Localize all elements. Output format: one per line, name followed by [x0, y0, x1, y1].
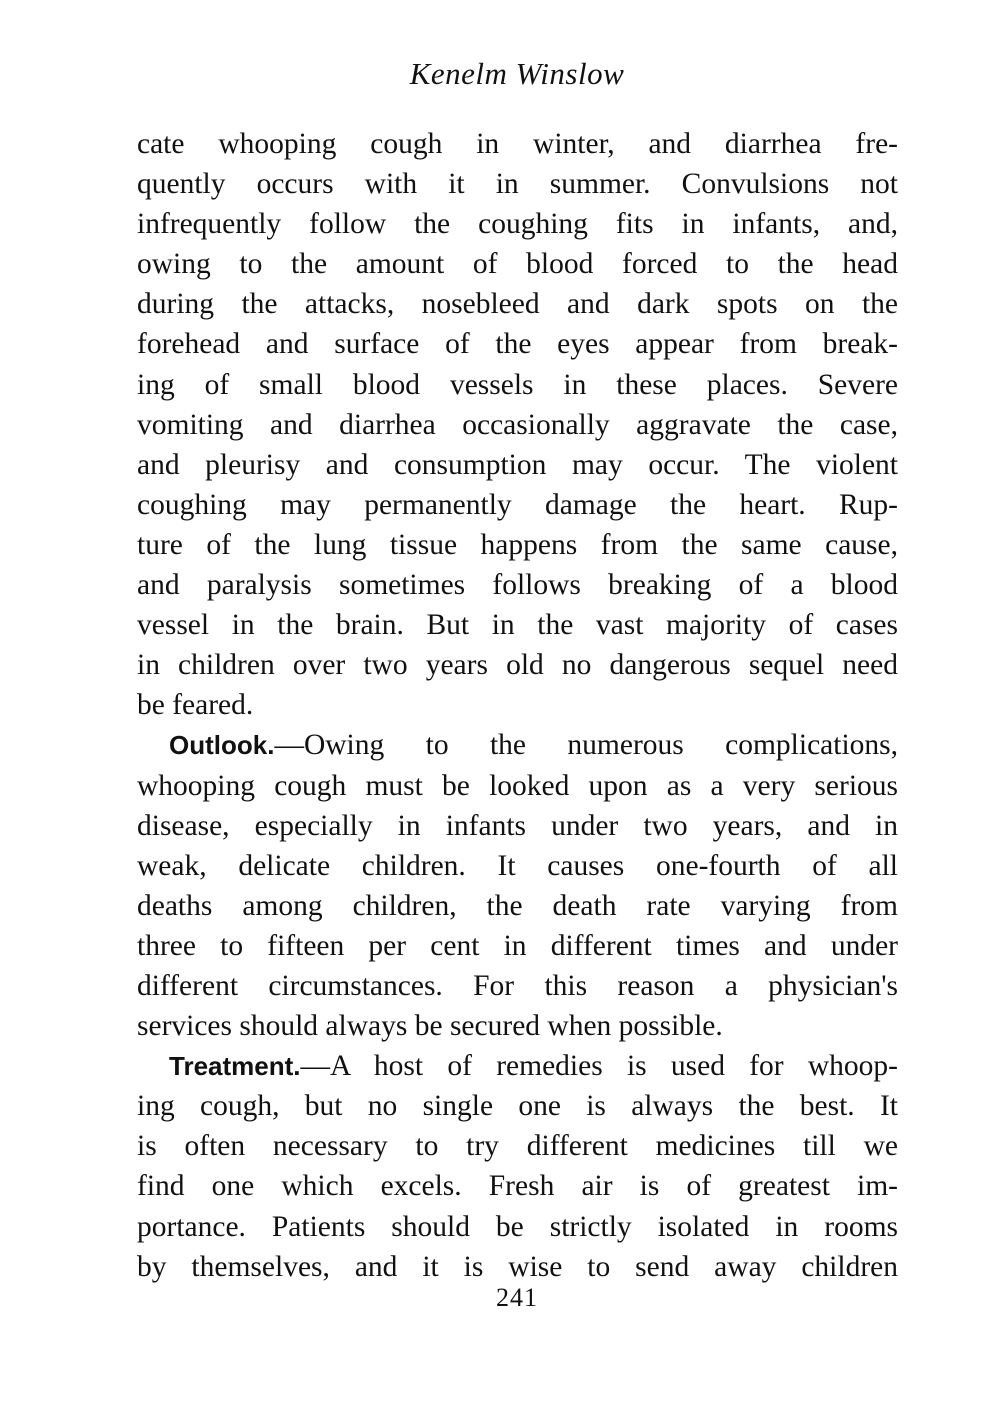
- line-text: is often necessary to try different medicines till we: [137, 1130, 898, 1163]
- page-number: 241: [496, 1283, 538, 1312]
- line-text: services should always be secured when possible.: [137, 1010, 723, 1043]
- body-text: [137, 124, 898, 1287]
- text-line: [137, 886, 898, 926]
- line-text: whooping cough must be looked upon as a very serious: [137, 769, 898, 802]
- text-line: [137, 966, 898, 1006]
- text-line: [137, 1086, 898, 1126]
- line-text: deaths among children, the death rate varying from: [137, 889, 898, 922]
- text-line: [137, 525, 898, 565]
- line-text: and paralysis sometimes follows breaking of a blood: [137, 569, 898, 602]
- line-text: quently occurs with it in summer. Convulsions not: [137, 168, 898, 201]
- text-line: [137, 1006, 898, 1046]
- text-line: [137, 124, 898, 164]
- line-text: ture of the lung tissue happens from the same cause,: [137, 528, 898, 561]
- line-text: by themselves, and it is wise to send away children: [137, 1250, 898, 1283]
- paragraph-heading: Treatment.: [169, 1051, 301, 1082]
- text-line: [137, 685, 898, 725]
- line-text: in children over two years old no dangerous sequel need: [137, 649, 898, 682]
- text-line: [137, 324, 898, 364]
- line-text: infrequently follow the coughing fits in infants, and,: [137, 208, 898, 241]
- line-text: weak, delicate children. It causes one-fourth of all: [137, 849, 898, 882]
- line-text: three to fifteen per cent in different times and under: [137, 929, 898, 962]
- line-text: disease, especially in infants under two years, and in: [137, 809, 898, 842]
- text-line: [137, 244, 898, 284]
- line-text: ing of small blood vessels in these places. Severe: [137, 368, 898, 401]
- text-line: [137, 485, 898, 525]
- line-text: forehead and surface of the eyes appear from break-: [137, 328, 898, 361]
- line-text: vomiting and diarrhea occasionally aggravate the case,: [137, 408, 898, 441]
- text-line: [137, 605, 898, 645]
- line-text: different circumstances. For this reason a physician's: [137, 969, 898, 1002]
- text-line: [137, 1046, 898, 1086]
- text-line: [137, 164, 898, 204]
- running-head: Kenelm Winslow: [409, 56, 625, 91]
- text-line: [137, 565, 898, 605]
- text-line: [137, 1207, 898, 1247]
- text-line: [137, 1166, 898, 1206]
- text-line: [137, 1126, 898, 1166]
- line-text: ing cough, but no single one is always the best. It: [137, 1090, 898, 1123]
- text-line: [137, 926, 898, 966]
- line-text: cate whooping cough in winter, and diarrhea fre-: [137, 128, 898, 160]
- line-text: find one which excels. Fresh air is of greatest im-: [137, 1170, 898, 1203]
- line-text: be feared.: [137, 689, 254, 722]
- line-text: coughing may permanently damage the heart. Rup-: [137, 488, 898, 521]
- line-text: during the attacks, nosebleed and dark spots on the: [137, 288, 898, 321]
- text-line: [137, 204, 898, 244]
- line-text: vessel in the brain. But in the vast majority of cases: [137, 609, 898, 642]
- text-line: [137, 645, 898, 685]
- paragraph-heading: Outlook.: [169, 730, 275, 761]
- line-text: owing to the amount of blood forced to the head: [137, 248, 898, 281]
- text-line: [137, 806, 898, 846]
- text-line: [137, 445, 898, 485]
- text-line: [137, 405, 898, 445]
- text-line: [137, 846, 898, 886]
- line-text: —Owing to the numerous complications,: [274, 729, 898, 762]
- line-text: portance. Patients should be strictly isolated in rooms: [137, 1210, 898, 1243]
- text-line: [137, 284, 898, 324]
- text-line: [137, 1247, 898, 1287]
- line-text: —A host of remedies is used for whoop-: [300, 1050, 898, 1083]
- line-text: and pleurisy and consumption may occur. The violent: [137, 448, 898, 481]
- text-line: [137, 766, 898, 806]
- text-line: [137, 725, 898, 765]
- text-line: [137, 365, 898, 405]
